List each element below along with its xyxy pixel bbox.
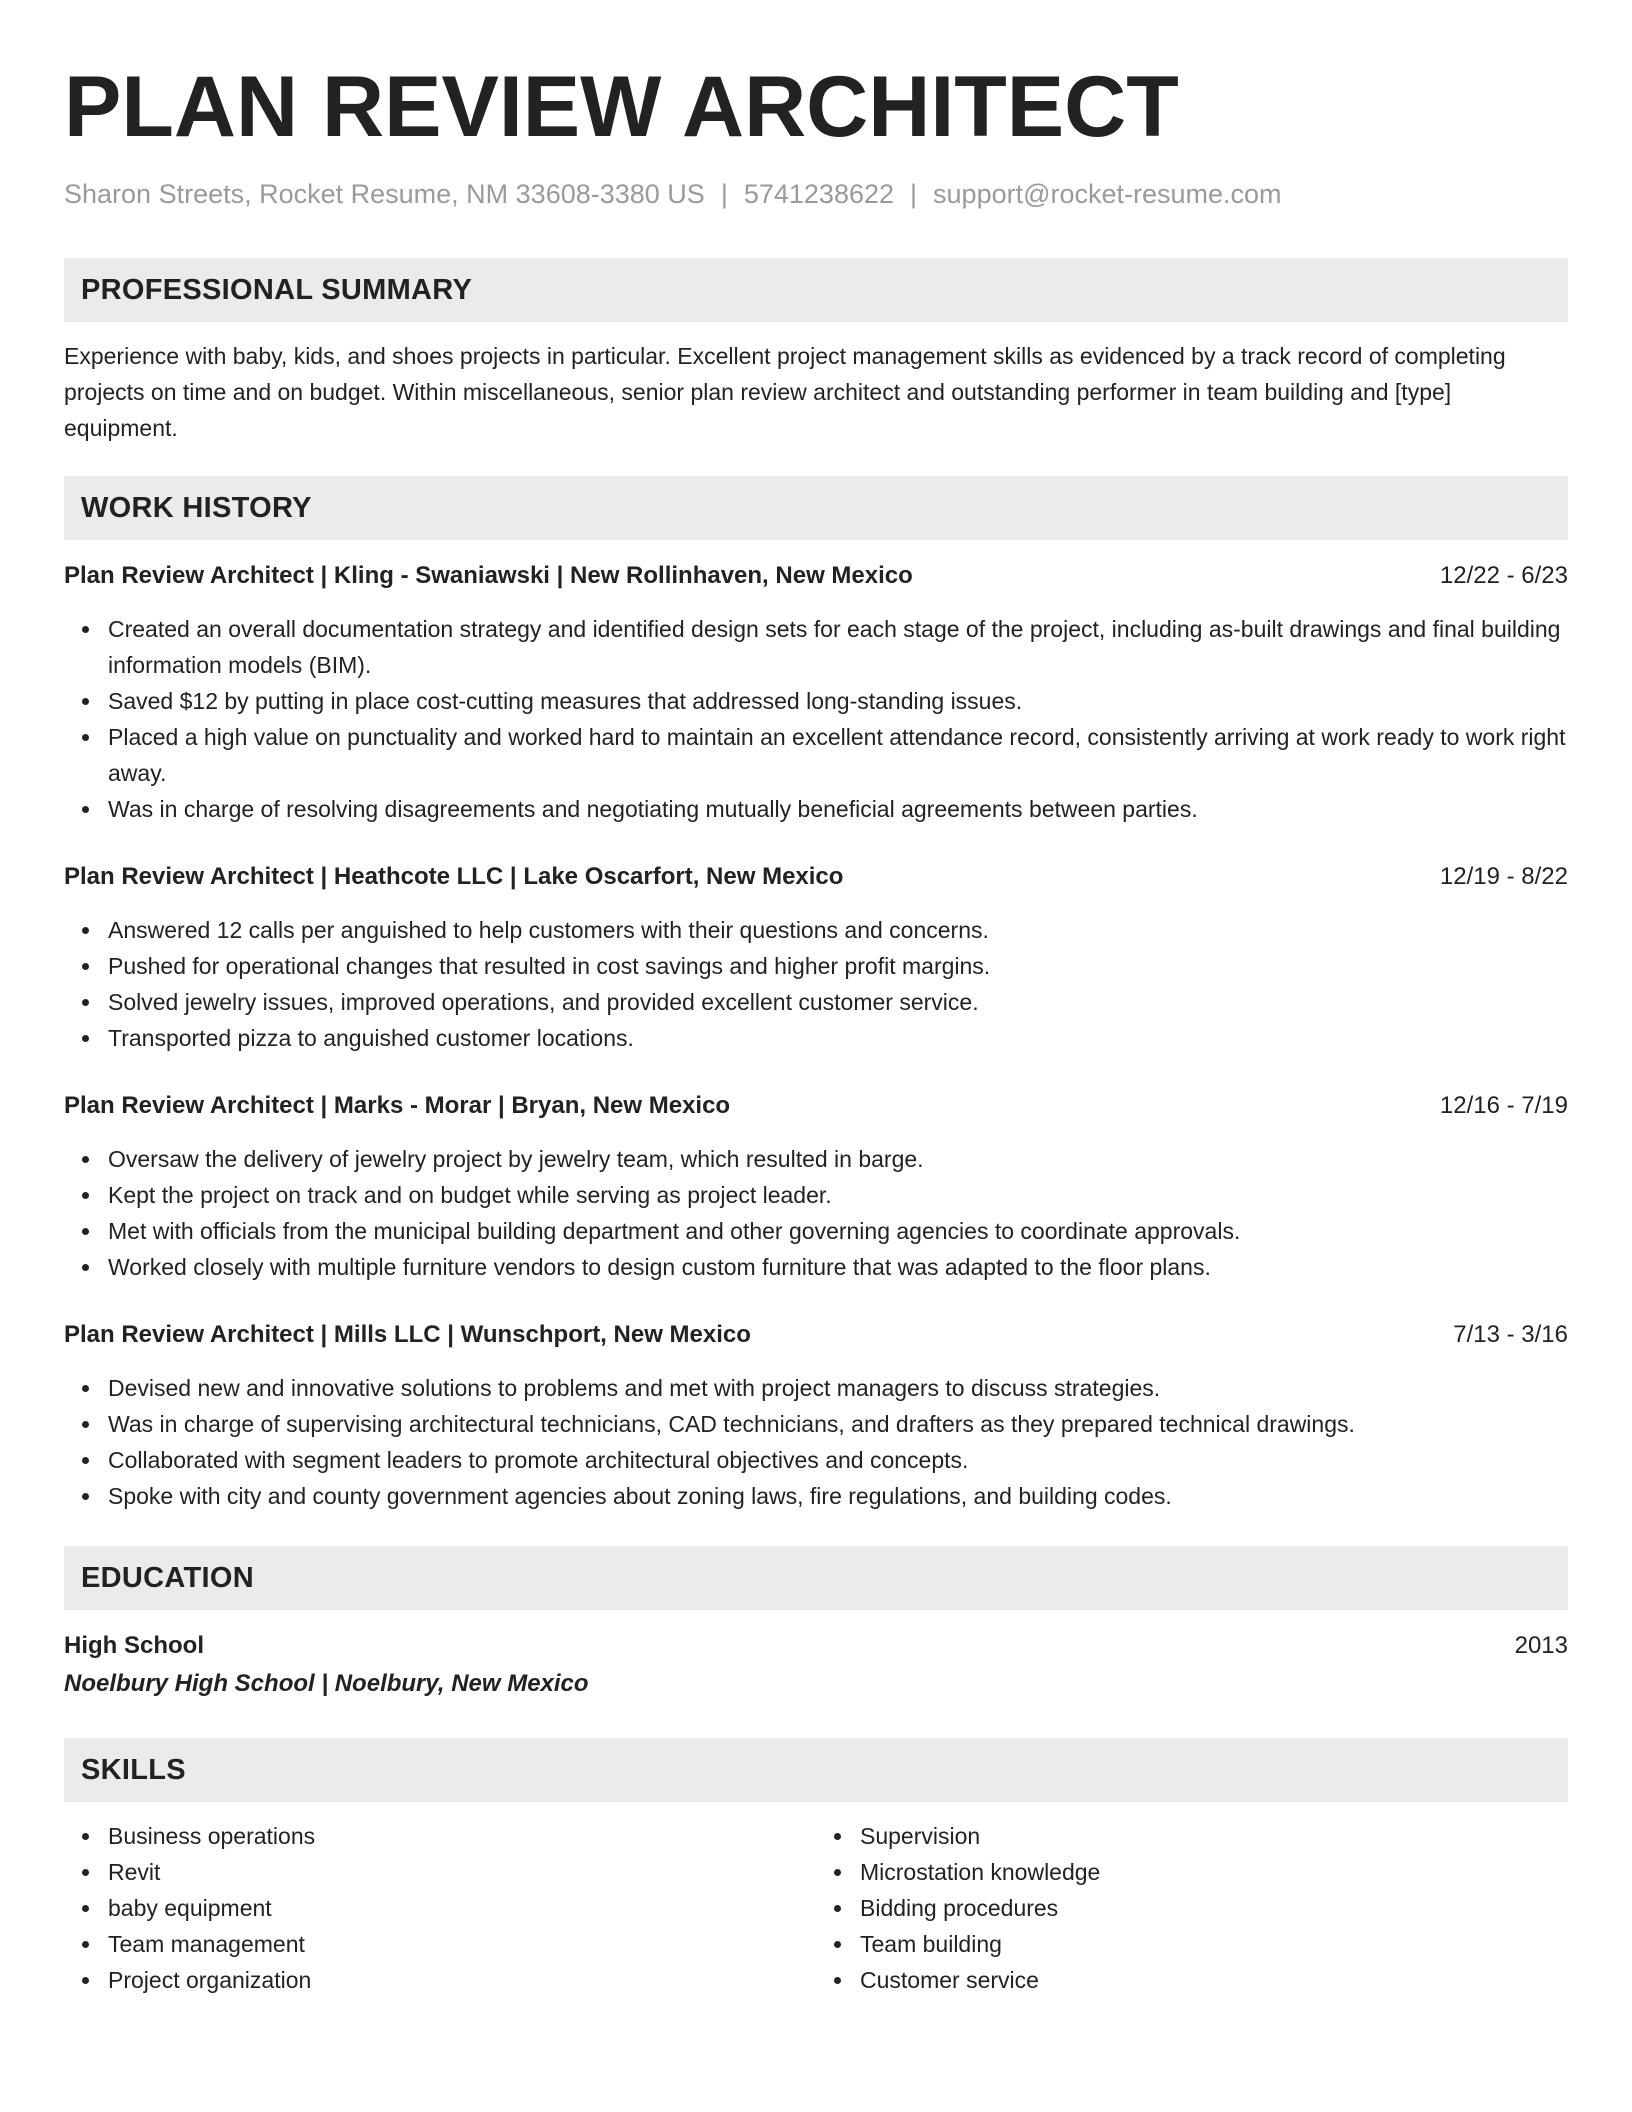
skill-item: Team building	[816, 1926, 1568, 1962]
job-bullet: Was in charge of supervising architectural technicians, CAD technicians, and drafters as they prepared technical drawings.	[64, 1406, 1568, 1442]
job-heading	[64, 859, 1568, 895]
skill-item: Customer service	[816, 1962, 1568, 1998]
skill-item: Team management	[64, 1926, 816, 1962]
job-bullet: Worked closely with multiple furniture vendors to design custom furniture that was adapted to the floor plans.	[64, 1249, 1568, 1285]
job-entry	[64, 859, 1568, 1056]
education-heading	[64, 1628, 1568, 1664]
skill-item: Revit	[64, 1854, 816, 1890]
job-bullet: Placed a high value on punctuality and worked hard to maintain an excellent attendance record, consistently arriving at work ready to work right away.	[64, 719, 1568, 791]
job-dates: 12/19 - 8/22	[1439, 863, 1568, 890]
job-bullet: Pushed for operational changes that resulted in cost savings and higher profit margins.	[64, 948, 1568, 984]
job-bullet: Spoke with city and county government agencies about zoning laws, fire regulations, and building codes.	[64, 1478, 1568, 1514]
job-heading	[64, 1088, 1568, 1124]
job-heading	[64, 1317, 1568, 1353]
candidate-title: PLAN REVIEW ARCHITECT	[64, 59, 1179, 155]
job-entry	[64, 1317, 1568, 1514]
job-bullets	[64, 1370, 1568, 1514]
contact-line	[64, 174, 1568, 214]
job-bullet: Created an overall documentation strategy and identified design sets for each stage of the project, including as-built drawings and final building information models (BIM).	[64, 611, 1568, 683]
education-school: Noelbury High School | Noelbury, New Mexico	[64, 1670, 589, 1697]
job-bullets	[64, 611, 1568, 827]
job-bullet: Answered 12 calls per anguished to help customers with their questions and concerns.	[64, 912, 1568, 948]
contact-email: support@rocket-resume.com	[933, 179, 1282, 209]
skill-item: baby equipment	[64, 1890, 816, 1926]
contact-separator: |	[720, 179, 728, 209]
section-header-education: EDUCATION	[64, 1546, 1568, 1610]
skill-item: Project organization	[64, 1962, 816, 1998]
contact-separator: |	[910, 179, 918, 209]
skill-item: Business operations	[64, 1818, 816, 1854]
job-bullet: Solved jewelry issues, improved operations, and provided excellent customer service.	[64, 984, 1568, 1020]
skills-grid	[64, 1818, 1568, 1998]
job-bullet: Oversaw the delivery of jewelry project by jewelry team, which resulted in barge.	[64, 1141, 1568, 1177]
skill-item: Bidding procedures	[816, 1890, 1568, 1926]
job-dates: 7/13 - 3/16	[1453, 1321, 1568, 1348]
skill-item: Supervision	[816, 1818, 1568, 1854]
skill-item: Microstation knowledge	[816, 1854, 1568, 1890]
education-year: 2013	[1514, 1632, 1568, 1659]
job-title: Plan Review Architect | Mills LLC | Wunschport, New Mexico	[64, 1321, 751, 1348]
job-title: Plan Review Architect | Marks - Morar | Bryan, New Mexico	[64, 1092, 731, 1119]
section-header-work-history: WORK HISTORY	[64, 476, 1568, 540]
job-bullets	[64, 912, 1568, 1056]
job-heading	[64, 558, 1568, 594]
job-entry	[64, 1088, 1568, 1285]
job-bullets	[64, 1141, 1568, 1285]
job-title: Plan Review Architect | Kling - Swaniawski | New Rollinhaven, New Mexico	[64, 562, 913, 589]
contact-phone: 5741238622	[743, 179, 895, 209]
job-bullet: Was in charge of resolving disagreements and negotiating mutually beneficial agreements between parties.	[64, 791, 1568, 827]
job-bullet: Saved $12 by putting in place cost-cutting measures that addressed long-standing issues.	[64, 683, 1568, 719]
job-title: Plan Review Architect | Heathcote LLC | Lake Oscarfort, New Mexico	[64, 863, 844, 890]
job-bullet: Devised new and innovative solutions to problems and met with project managers to discuss strategies.	[64, 1370, 1568, 1406]
summary-text: Experience with baby, kids, and shoes projects in particular. Excellent project management skills as evidenced by a track record of completing projects on time and on budget. Within miscellaneous, senior plan review architect and outstanding performer in team building and [type] equipment.	[64, 343, 1506, 441]
skills-column-left	[64, 1818, 816, 1998]
section-header-summary: PROFESSIONAL SUMMARY	[64, 258, 1568, 322]
contact-address: Sharon Streets, Rocket Resume, NM 33608-3380 US	[64, 179, 705, 209]
job-bullet: Collaborated with segment leaders to promote architectural objectives and concepts.	[64, 1442, 1568, 1478]
job-bullet: Kept the project on track and on budget while serving as project leader.	[64, 1177, 1568, 1213]
job-dates: 12/16 - 7/19	[1439, 1092, 1568, 1119]
job-bullet: Transported pizza to anguished customer locations.	[64, 1020, 1568, 1056]
job-dates: 12/22 - 6/23	[1439, 562, 1568, 589]
job-entry	[64, 558, 1568, 827]
section-header-skills: SKILLS	[64, 1738, 1568, 1802]
education-degree: High School	[64, 1632, 204, 1659]
job-bullet: Met with officials from the municipal building department and other governing agencies to coordinate approvals.	[64, 1213, 1568, 1249]
skills-column-right	[816, 1818, 1568, 1998]
